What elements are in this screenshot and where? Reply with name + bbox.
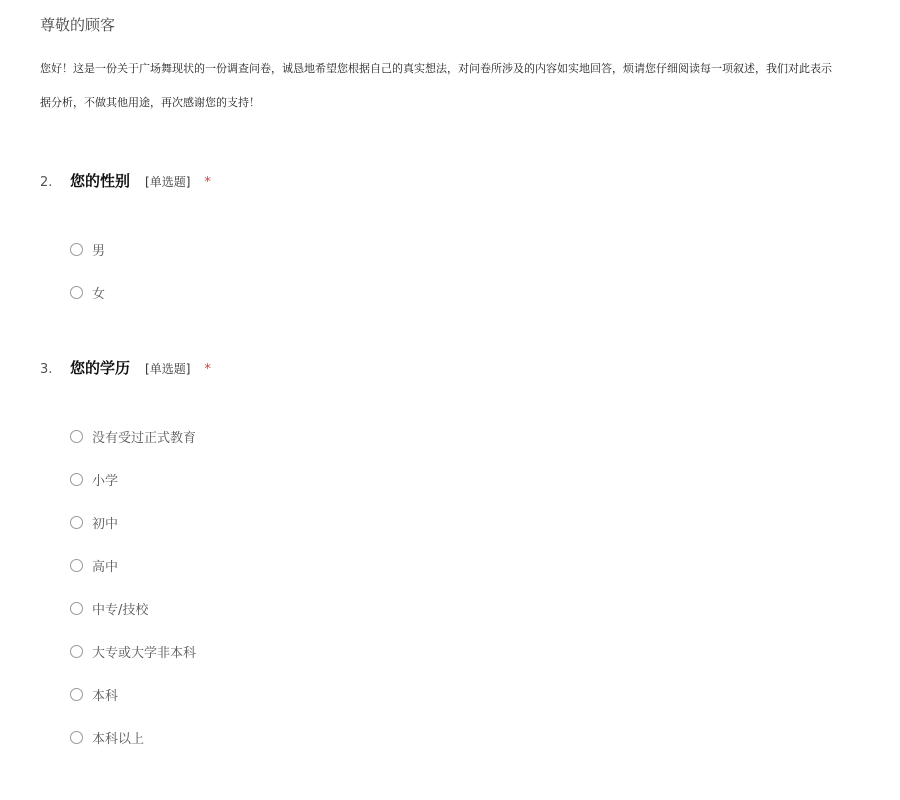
- option-label: 大专或大学非本科: [92, 645, 197, 661]
- option-label: 没有受过正式教育: [92, 430, 197, 446]
- option-label: 男: [92, 243, 106, 259]
- question-education-header: [40, 357, 211, 378]
- option-senior-high[interactable]: [70, 555, 118, 575]
- option-above-bachelor[interactable]: [70, 727, 144, 747]
- radio-button[interactable]: [70, 645, 83, 658]
- option-junior-high[interactable]: [70, 512, 118, 532]
- question-number: 2.: [40, 175, 53, 190]
- option-label: 本科: [92, 688, 119, 704]
- question-number: 3.: [40, 362, 53, 377]
- radio-button[interactable]: [70, 516, 83, 529]
- question-type: [单选题]: [145, 362, 191, 376]
- option-no-formal-education[interactable]: [70, 426, 196, 446]
- option-primary-school[interactable]: [70, 469, 118, 489]
- intro-text: [40, 52, 900, 120]
- question-type: [单选题]: [145, 175, 191, 189]
- radio-button[interactable]: [70, 688, 83, 701]
- radio-button[interactable]: [70, 243, 83, 256]
- option-label: 中专/技校: [92, 602, 149, 618]
- radio-button[interactable]: [70, 559, 83, 572]
- radio-button[interactable]: [70, 286, 83, 299]
- option-technical-school[interactable]: [70, 598, 148, 618]
- radio-button[interactable]: [70, 602, 83, 615]
- question-gender-header: [40, 170, 211, 191]
- option-label: 初中: [92, 516, 119, 532]
- question-title: 您的学历: [70, 359, 131, 377]
- option-label: 女: [92, 286, 106, 302]
- option-label: 小学: [92, 473, 119, 489]
- option-female[interactable]: [70, 282, 105, 302]
- option-college-non-bachelor[interactable]: [70, 641, 196, 661]
- option-label: 高中: [92, 559, 119, 575]
- radio-button[interactable]: [70, 430, 83, 443]
- radio-button[interactable]: [70, 473, 83, 486]
- option-male[interactable]: [70, 239, 105, 259]
- option-label: 本科以上: [92, 731, 145, 747]
- option-bachelor[interactable]: [70, 684, 118, 704]
- question-title: 您的性别: [70, 172, 131, 190]
- intro-line-1: 您好！这是一份关于广场舞现状的一份调查问卷，诚恳地希望您根据自己的真实想法，对问卷所涉及的内容如实地回答，烦请您仔细阅读每一项叙述，我们对此表示: [40, 62, 832, 75]
- greeting-title: 尊敬的顾客: [40, 16, 116, 34]
- required-mark: *: [204, 175, 211, 190]
- required-mark: *: [204, 362, 211, 377]
- radio-button[interactable]: [70, 731, 83, 744]
- intro-line-2: 据分析，不做其他用途，再次感谢您的支持！: [40, 96, 260, 109]
